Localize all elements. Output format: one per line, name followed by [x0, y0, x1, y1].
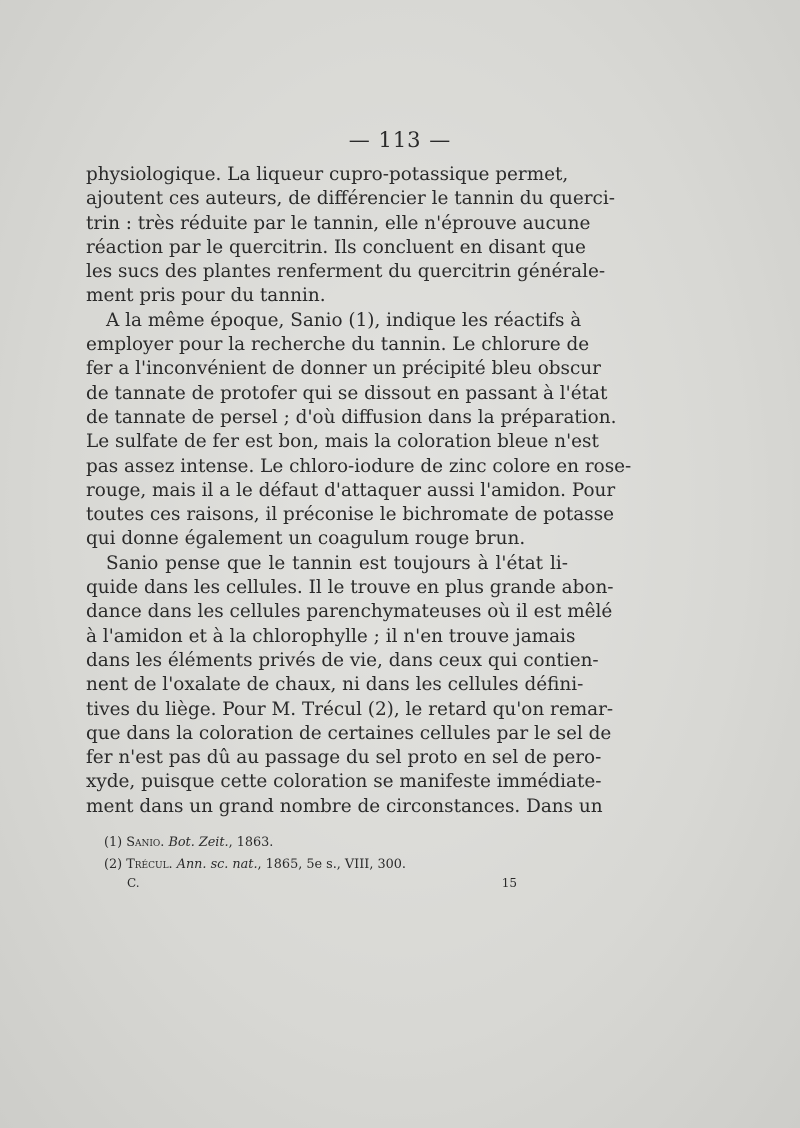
- text-line: trin : très réduite par le tannin, elle n'éprouve aucune: [86, 212, 591, 234]
- text-line: nent de l'oxalate de chaux, ni dans les cellules défini-: [86, 674, 584, 696]
- text-line: rouge, mais il a le défaut d'attaquer aussi l'amidon. Pour: [86, 479, 616, 501]
- footnote-author: Trécul.: [126, 857, 173, 872]
- footnote-marker: (2): [104, 857, 123, 872]
- footnotes: [104, 832, 564, 876]
- footnote: [104, 832, 564, 854]
- text-line: tives du liège. Pour M. Trécul (2), le retard qu'on remar-: [86, 698, 614, 720]
- text-line: fer a l'inconvénient de donner un précipité bleu obscur: [86, 358, 601, 380]
- text-line: Le sulfate de fer est bon, mais la coloration bleue n'est: [86, 431, 599, 453]
- footnote-author: Sanio.: [126, 835, 165, 850]
- sheet-number: 15: [501, 876, 517, 890]
- text-line: de tannate de persel ; d'où diffusion dans la préparation.: [86, 406, 617, 428]
- footnote-rest: , 1863.: [228, 835, 274, 850]
- text-line: à l'amidon et à la chlorophylle ; il n'en trouve jamais: [86, 625, 576, 647]
- text-line: xyde, puisque cette coloration se manifeste immédiate-: [86, 771, 602, 793]
- footnote-rest: , 1865, 5e s., VIII, 300.: [257, 857, 406, 872]
- page-number: — 113 —: [348, 128, 452, 152]
- text-line: fer n'est pas dû au passage du sel proto en sel de pero-: [86, 747, 602, 769]
- body-text: [86, 163, 632, 819]
- text-line: de tannate de protofer qui se dissout en passant à l'état: [86, 382, 608, 404]
- text-line: pas assez intense. Le chloro-iodure de zinc colore en rose-: [86, 455, 632, 477]
- text-line: dance dans les cellules parenchymateuses où il est mêlé: [86, 601, 613, 623]
- text-line: toutes ces raisons, il préconise le bichromate de potasse: [86, 504, 615, 526]
- text-line: ajoutent ces auteurs, de différencier le tannin du querci-: [86, 188, 615, 210]
- signature-letter: C.: [127, 876, 140, 890]
- signature-line: [127, 876, 517, 890]
- text-line: réaction par le quercitrin. Ils concluent en disant que: [86, 236, 586, 258]
- footnote: [104, 854, 564, 876]
- text-line: A la même époque, Sanio (1), indique les réactifs à: [106, 309, 582, 331]
- footnote-work: Ann. sc. nat.: [176, 857, 258, 872]
- text-line: Sanio pense que le tannin est toujours à l'état li-: [106, 552, 568, 574]
- text-line: ment dans un grand nombre de circonstances. Dans un: [86, 795, 603, 817]
- text-line: employer pour la recherche du tannin. Le chlorure de: [86, 334, 590, 356]
- text-line: dans les éléments privés de vie, dans ceux qui contien-: [86, 649, 599, 671]
- text-line: qui donne également un coagulum rouge brun.: [86, 528, 526, 550]
- footnote-marker: (1): [104, 835, 123, 850]
- text-line: physiologique. La liqueur cupro-potassique permet,: [86, 164, 569, 185]
- text-line: que dans la coloration de certaines cellules par le sel de: [86, 722, 612, 744]
- text-line: les sucs des plantes renferment du quercitrin générale-: [86, 261, 606, 283]
- text-line: ment pris pour du tannin.: [86, 285, 326, 307]
- footnote-work: Bot. Zeit.: [168, 835, 229, 850]
- text-line: quide dans les cellules. Il le trouve en plus grande abon-: [86, 577, 614, 599]
